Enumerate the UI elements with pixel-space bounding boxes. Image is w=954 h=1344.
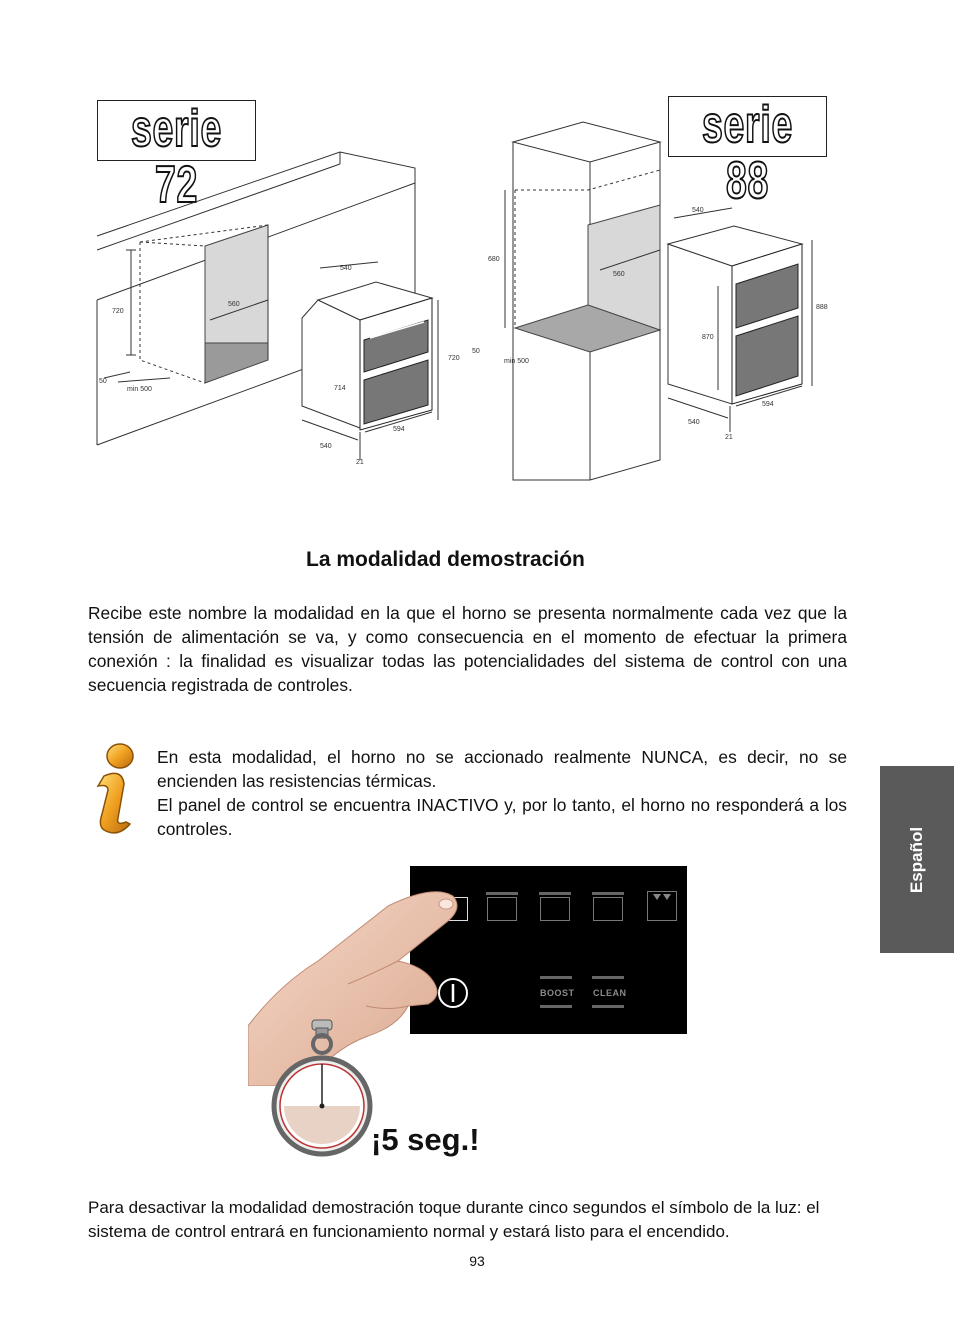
dim-left-714: 714 xyxy=(334,385,346,392)
key-bar xyxy=(486,892,518,895)
dim-right-540-top: 540 xyxy=(692,207,704,214)
dim-left-720-oven: 720 xyxy=(448,355,460,362)
dim-left-594: 594 xyxy=(393,426,405,433)
footer-paragraph: Para desactivar la modalidad demostración toque durante cinco segundos el símbolo de la luz: el sistema de control entrará en funcionamiento normal y estará listo para el encendido. xyxy=(88,1198,820,1241)
info-line-2: El panel de control se encuentra INACTIVO y, por lo tanto, el horno no responderá a los controles. xyxy=(157,795,847,839)
language-tab xyxy=(880,766,954,953)
dim-left-540-bottom: 540 xyxy=(320,443,332,450)
tall-cabinet-top xyxy=(513,122,660,162)
key-bar xyxy=(539,892,571,895)
boost-label[interactable]: BOOST xyxy=(540,988,575,998)
dim-right-min500: min 500 xyxy=(504,358,529,365)
timer-text: ¡5 seg.! xyxy=(371,1122,480,1157)
key-bar xyxy=(592,976,624,979)
info-line-1: En esta modalidad, el horno no se accionado realmente NUNCA, es decir, no se encienden las resistencias térmicas. xyxy=(157,747,847,791)
dim-left-min500: min 500 xyxy=(127,386,152,393)
panel-key-2[interactable] xyxy=(487,897,517,921)
info-icon xyxy=(84,740,144,838)
key-bar xyxy=(592,892,624,895)
key-bar xyxy=(540,1005,572,1008)
clean-label[interactable]: CLEAN xyxy=(593,988,627,998)
stopwatch-icon xyxy=(270,1018,374,1158)
serie-72-label: serie 72 xyxy=(130,100,223,214)
serie-88-label: serie 88 xyxy=(701,96,794,210)
dim-left-50: 50 xyxy=(99,378,107,385)
section-title: La modalidad demostración xyxy=(306,548,585,571)
language-tab-label: Español xyxy=(907,826,926,893)
down-arrows-icon xyxy=(652,893,672,901)
dim-right-888: 888 xyxy=(816,304,828,311)
dim-right-50: 50 xyxy=(472,348,480,355)
dim-left-720: 720 xyxy=(112,308,124,315)
panel-key-4[interactable] xyxy=(593,897,623,921)
panel-key-3[interactable] xyxy=(540,897,570,921)
dim-right-870: 870 xyxy=(702,334,714,341)
oven-88-side xyxy=(668,244,732,404)
dim-left-560: 560 xyxy=(228,301,240,308)
dim-right-560: 560 xyxy=(613,271,625,278)
dim-right-540-bottom: 540 xyxy=(688,419,700,426)
dim-right-21: 21 xyxy=(725,434,733,441)
dim-right-680: 680 xyxy=(488,256,500,263)
installation-diagram xyxy=(0,0,954,500)
dim-right-594: 594 xyxy=(762,401,774,408)
niche-floor-left xyxy=(205,343,268,383)
dim-left-21: 21 xyxy=(356,459,364,466)
key-bar xyxy=(592,1005,624,1008)
dim-left-540-top: 540 xyxy=(340,265,352,272)
intro-paragraph: Recibe este nombre la modalidad en la que el horno se presenta normalmente cada vez que la tensión de alimentación se va, y como consecuencia en el momento de efectuar la primera conexión : la finalidad es visualizar todas las potencialidades del sistema de control con una secuencia registrada de controles. xyxy=(88,603,847,695)
oven-72-side xyxy=(302,300,360,428)
key-bar xyxy=(540,976,572,979)
page-number: 93 xyxy=(469,1253,485,1269)
